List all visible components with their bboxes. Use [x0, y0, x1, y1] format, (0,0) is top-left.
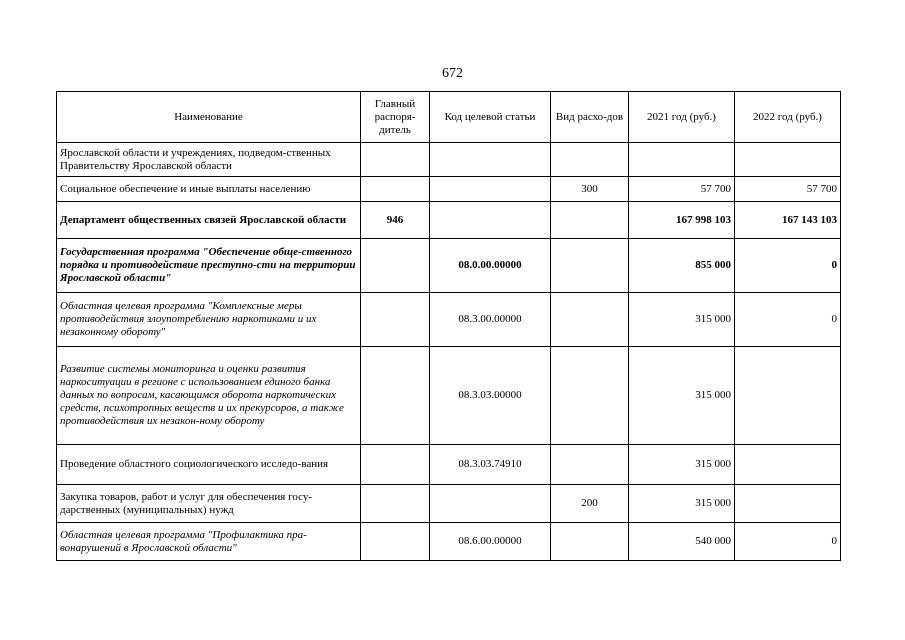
row-2022: [735, 143, 841, 177]
row-type: 300: [551, 177, 629, 202]
table-row: [57, 293, 841, 347]
row-2021: 315 000: [629, 485, 735, 523]
row-2021: 315 000: [629, 293, 735, 347]
row-code: 08.0.00.00000: [430, 239, 551, 293]
table-row: [57, 485, 841, 523]
row-2022: 0: [735, 293, 841, 347]
row-2021: [629, 143, 735, 177]
row-code: [430, 202, 551, 239]
table-row: [57, 445, 841, 485]
row-code: 08.3.03.00000: [430, 347, 551, 445]
row-name: Развитие системы мониторинга и оценки развития наркоситуации в регионе с использованием единого банка данных по вопросам, касающимся оборота наркотических средств, психотропных веществ и их прекурсоров, а также противодействия их незакон-ному обороту: [57, 347, 361, 445]
header-2022: 2022 год (руб.): [735, 92, 841, 143]
row-code: [430, 177, 551, 202]
row-2022: [735, 445, 841, 485]
row-type: [551, 523, 629, 561]
header-manager: Главный распоря-дитель: [361, 92, 430, 143]
row-manager: [361, 177, 430, 202]
row-manager: 946: [361, 202, 430, 239]
row-name: Государственная программа "Обеспечение обще-ственного порядка и противодействие преступно-сти на территории Ярославской области": [57, 239, 361, 293]
row-2022: 0: [735, 523, 841, 561]
header-name: Наименование: [57, 92, 361, 143]
row-type: [551, 202, 629, 239]
row-manager: [361, 293, 430, 347]
row-type: [551, 293, 629, 347]
row-name: Департамент общественных связей Ярославской области: [57, 202, 361, 239]
header-2021: 2021 год (руб.): [629, 92, 735, 143]
row-2022: 57 700: [735, 177, 841, 202]
row-2021: 315 000: [629, 347, 735, 445]
row-name: Областная целевая программа "Комплексные меры противодействия злоупотреблению наркотиками и их незаконному обороту": [57, 293, 361, 347]
page-number: 672: [442, 66, 463, 81]
row-2021: 167 998 103: [629, 202, 735, 239]
row-name: Закупка товаров, работ и услуг для обеспечения госу-дарственных (муниципальных) нужд: [57, 485, 361, 523]
header-target-code: Код целевой статьи: [430, 92, 551, 143]
table-row: [57, 177, 841, 202]
budget-table: [56, 91, 841, 561]
row-name: Ярославской области и учреждениях, подведом-ственных Правительству Ярославской области: [57, 143, 361, 177]
row-name: Областная целевая программа "Профилактика пра-вонарушений в Ярославской области": [57, 523, 361, 561]
row-code: [430, 143, 551, 177]
row-2022: [735, 485, 841, 523]
row-type: [551, 239, 629, 293]
row-code: [430, 485, 551, 523]
row-2022: 167 143 103: [735, 202, 841, 239]
row-type: [551, 347, 629, 445]
row-name: Проведение областного социологического исследо-вания: [57, 445, 361, 485]
row-2021: 540 000: [629, 523, 735, 561]
row-name: Социальное обеспечение и иные выплаты населению: [57, 177, 361, 202]
row-manager: [361, 239, 430, 293]
row-type: 200: [551, 485, 629, 523]
table-row: [57, 143, 841, 177]
row-code: 08.3.03.74910: [430, 445, 551, 485]
table-row: [57, 523, 841, 561]
row-2021: 855 000: [629, 239, 735, 293]
row-code: 08.6.00.00000: [430, 523, 551, 561]
row-manager: [361, 485, 430, 523]
table-row: [57, 239, 841, 293]
row-2021: 57 700: [629, 177, 735, 202]
row-manager: [361, 523, 430, 561]
row-manager: [361, 445, 430, 485]
row-manager: [361, 347, 430, 445]
table-header-row: [57, 92, 841, 143]
header-expense-type: Вид расхо-дов: [551, 92, 629, 143]
row-manager: [361, 143, 430, 177]
row-2022: 0: [735, 239, 841, 293]
row-code: 08.3.00.00000: [430, 293, 551, 347]
table-row: [57, 202, 841, 239]
row-2021: 315 000: [629, 445, 735, 485]
row-type: [551, 143, 629, 177]
row-2022: [735, 347, 841, 445]
table-row: [57, 347, 841, 445]
row-type: [551, 445, 629, 485]
